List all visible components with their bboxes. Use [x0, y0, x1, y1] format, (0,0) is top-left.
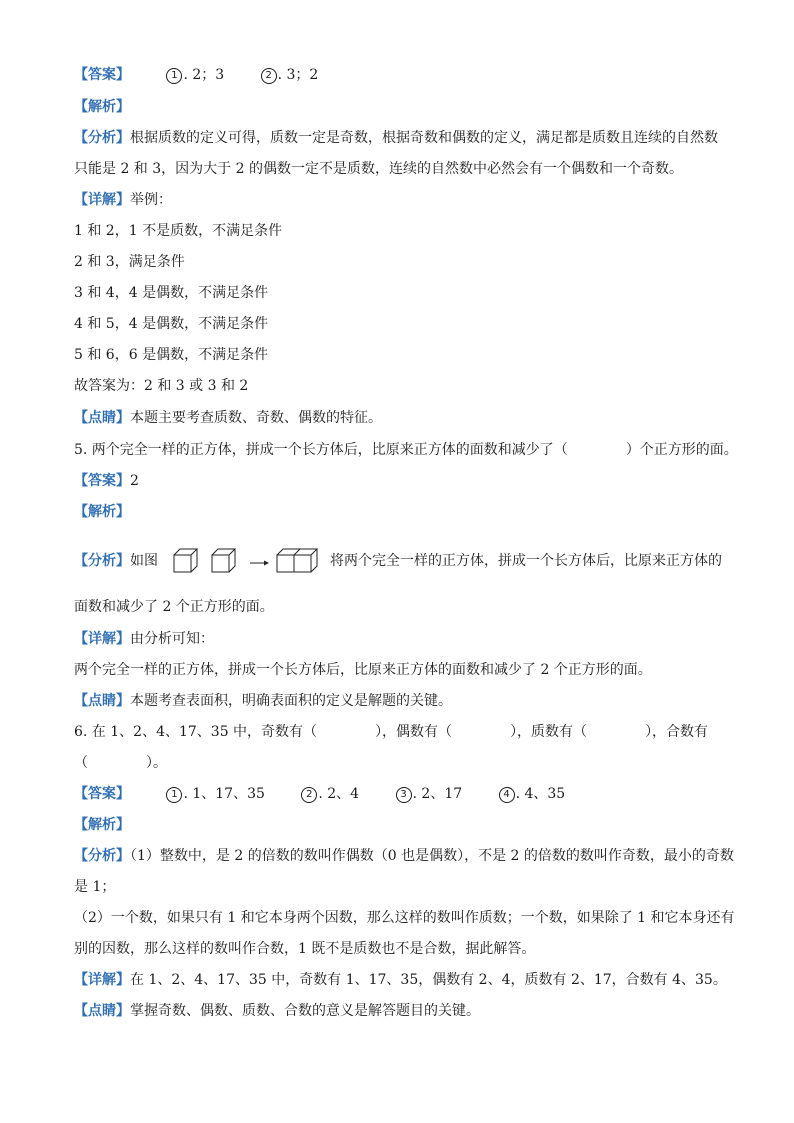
example-line: 1 和 2，1 不是质数，不满足条件 [74, 223, 283, 239]
xiangjie-text: 由分析可知： [130, 631, 214, 647]
answer-option [396, 784, 463, 804]
analysis-tag: 【解析】 [74, 504, 130, 520]
xiangjie-tag: 【详解】 [74, 631, 130, 647]
q5-xiangjie-line [74, 629, 214, 649]
answer-option [499, 784, 566, 804]
q6-fenxi-line2: 是 1； [74, 879, 116, 895]
answer-tag: 【答案】 [74, 473, 130, 489]
q6-fenxi-line4: 别的因数，那么这样的数叫作合数，1 既不是质数也不是合数，据此解答。 [74, 941, 536, 957]
arrow-right-icon [250, 561, 269, 566]
fenxi-text: 如图 [130, 553, 158, 569]
q5-question [74, 440, 738, 460]
xiangjie-text: 在 1、2、4、17、35 中，奇数有 1、17、35，偶数有 2、4，质数有 2、17，合数有 4、35。 [130, 972, 727, 988]
dianjing-tag: 【点睛】 [74, 410, 130, 426]
q6-answer-line [74, 784, 565, 804]
fenxi-tag: 【分析】 [74, 130, 130, 146]
circled-number-icon: 2 [301, 787, 317, 803]
answer-option [166, 65, 224, 85]
answer-tag: 【答案】 [74, 67, 130, 83]
example-line: 4 和 5，4 是偶数，不满足条件 [74, 316, 269, 332]
analysis-tag: 【解析】 [74, 817, 130, 833]
question-text: ），质数有（ [510, 724, 588, 740]
dianjing-text: 本题主要考查质数、奇数、偶数的特征。 [130, 410, 382, 426]
question-text: 6. 在 1、2、4、17、35 中，奇数有（ [74, 724, 318, 740]
q6-analysis-heading [74, 815, 130, 835]
answer-text: . 2、17 [412, 786, 463, 802]
q4-fenxi-line2: 只能是 2 和 3，因为大于 2 的偶数一定不是质数，连续的自然数中必然会有一个偶数和一个奇数。 [74, 161, 683, 177]
circled-number-icon: 4 [499, 787, 515, 803]
fenxi-text: 根据质数的定义可得，质数一定是奇数，根据奇数和偶数的定义，满足都是质数且连续的自然数 [130, 130, 718, 146]
q6-question-line2 [74, 753, 167, 773]
q4-answer-line [74, 65, 318, 85]
dianjing-text: 本题考查表面积，明确表面积的定义是解题的关键。 [130, 693, 452, 709]
question-text: ），合数有 [645, 724, 709, 740]
cuboid-icon [277, 549, 317, 572]
analysis-tag: 【解析】 [74, 99, 130, 115]
q6-question [74, 722, 708, 742]
q6-dianjing-line [74, 1001, 480, 1021]
answer-option [261, 65, 319, 85]
circled-number-icon: 1 [166, 787, 182, 803]
answer-option [166, 784, 264, 804]
answer-text: . 3；2 [277, 67, 319, 83]
cube-left-icon [174, 549, 197, 572]
q6-xiangjie-line [74, 970, 727, 990]
fenxi-tag: 【分析】 [74, 848, 130, 864]
dianjing-tag: 【点睛】 [74, 1003, 130, 1019]
answer-text: . 4、35 [515, 786, 566, 802]
example-line: 5 和 6，6 是偶数，不满足条件 [74, 347, 269, 363]
question-text: ）。 [146, 755, 167, 771]
dianjing-tag: 【点睛】 [74, 693, 130, 709]
q5-answer-line [74, 471, 139, 491]
q5-xiangjie-line2: 两个完全一样的正方体，拼成一个长方体后，比原来正方体的面数和减少了 2 个正方形的面。 [74, 662, 652, 678]
circled-number-icon: 3 [396, 787, 412, 803]
question-text: 5. 两个完全一样的正方体，拼成一个长方体后，比原来正方体的面数和减少了（ [74, 442, 568, 458]
q5-fenxi-line [74, 551, 158, 571]
cube-merge-figure [170, 546, 326, 576]
q5-fenxi-after: 将两个完全一样的正方体，拼成一个长方体后，比原来正方体的 [330, 553, 722, 569]
circled-number-icon: 2 [261, 68, 277, 84]
answer-tag: 【答案】 [74, 786, 130, 802]
q4-analysis-heading [74, 97, 130, 117]
answer-text: 2 [130, 473, 139, 489]
dianjing-text: 掌握奇数、偶数、质数、合数的意义是解答题目的关键。 [130, 1003, 480, 1019]
fenxi-text: （1）整数中，是 2 的倍数的数叫作偶数（0 也是偶数），不是 2 的倍数的数叫作奇数，最小的奇数 [130, 848, 734, 864]
xiangjie-tag: 【详解】 [74, 972, 130, 988]
cube-right-icon [212, 549, 235, 572]
fenxi-tag: 【分析】 [74, 553, 130, 569]
q5-dianjing-line [74, 691, 452, 711]
q4-xiangjie-line [74, 190, 172, 210]
answer-text: . 2、4 [318, 786, 360, 802]
circled-number-icon: 1 [166, 68, 182, 84]
q5-fenxi-line2: 面数和减少了 2 个正方形的面。 [74, 599, 274, 615]
answer-text: . 2；3 [183, 67, 225, 83]
example-line: 2 和 3，满足条件 [74, 254, 185, 270]
xiangjie-tag: 【详解】 [74, 192, 130, 208]
answer-option [301, 784, 359, 804]
q6-fenxi-line [74, 846, 734, 866]
q5-analysis-heading [74, 502, 130, 522]
question-text: ），偶数有（ [375, 724, 453, 740]
question-text: （ [74, 755, 88, 771]
q4-dianjing-line [74, 408, 382, 428]
question-text: ）个正方形的面。 [625, 442, 738, 458]
answer-text: . 1、17、35 [183, 786, 265, 802]
q4-fenxi-line [74, 128, 718, 148]
example-line: 3 和 4，4 是偶数，不满足条件 [74, 285, 269, 301]
conclusion-line: 故答案为：2 和 3 或 3 和 2 [74, 378, 249, 394]
xiangjie-text: 举例： [130, 192, 172, 208]
q6-fenxi-line3: （2）一个数，如果只有 1 和它本身两个因数，那么这样的数叫作质数；一个数，如果除了 1 和它本身还有 [74, 910, 735, 926]
